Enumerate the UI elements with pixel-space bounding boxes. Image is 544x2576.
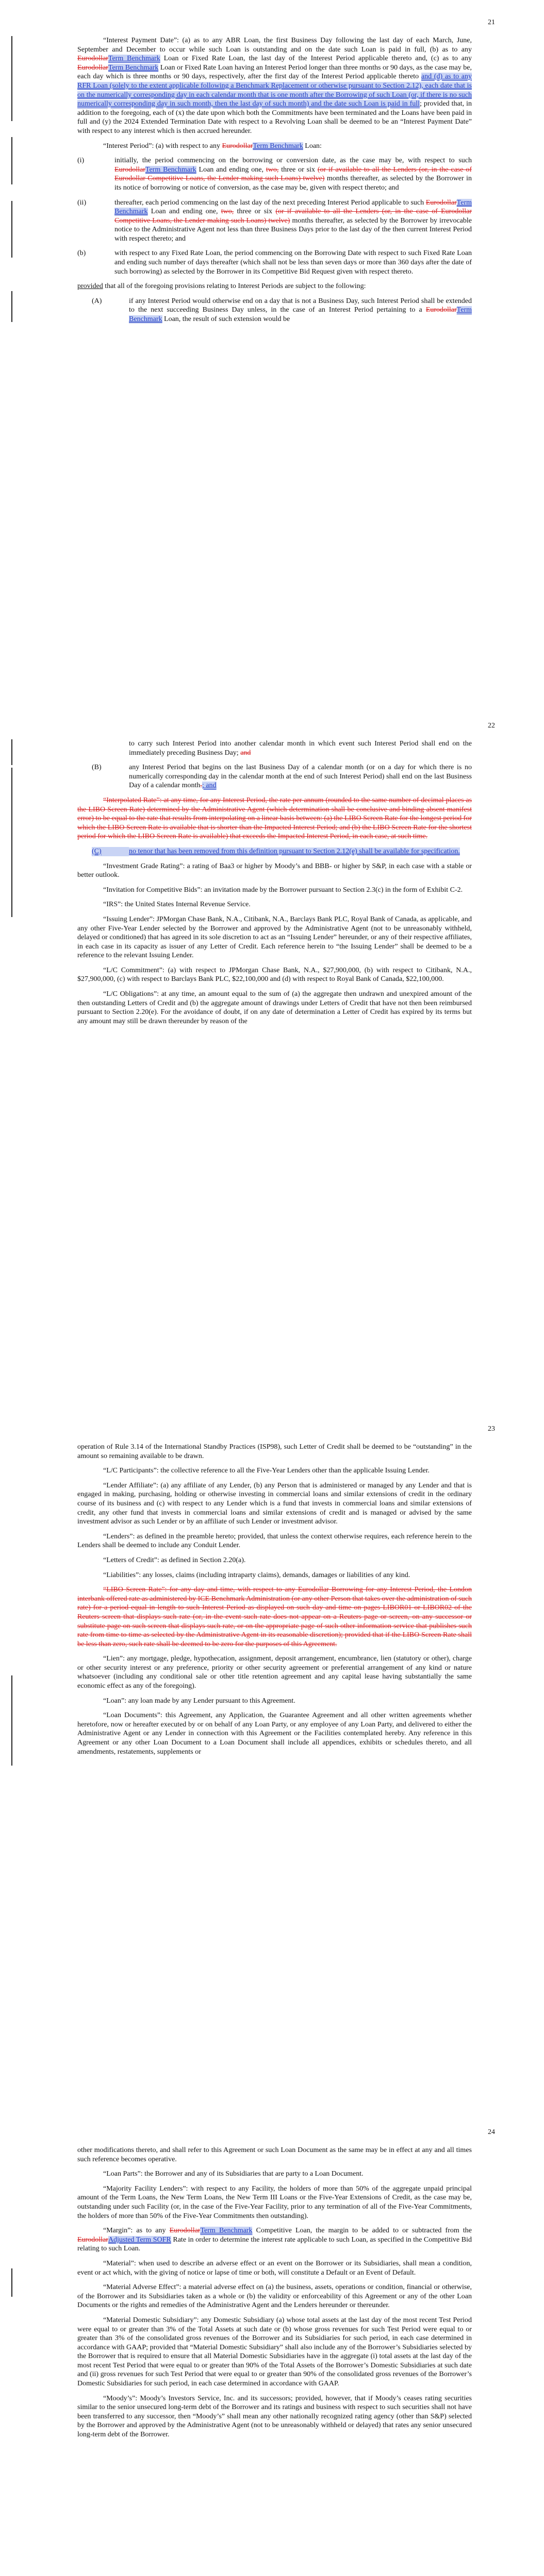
- page-content: [77, 739, 472, 1031]
- page-content: [77, 1443, 472, 1762]
- page-21: [0, 0, 544, 685]
- def-material-domestic-subsidiary: “Material Domestic Subsidiary”: any Domestic Subsidiary (a) whose total assets at the last day of the most recent Test Period were equal to or greater than 3% of the Total Assets at such date or (b) whose gross revenues for such Test Period were equal to or greater than 3% of the consolidated gross revenues of the Borrower and its Subsidiaries for such period, in each case determined in accordance with GAAP; provided that “Material Domestic Subsidiary” shall also include any of the Borrower’s Subsidiaries selected by the Borrower that is required to ensure that all Material Domestic Subsidiaries have in the aggregate (i) total assets at the last day of the most recent Test Period that were equal to or greater than 90% of the Total Assets of the Borrower’s Domestic Subsidiaries at such date and (ii) gross revenues for such Test Period that were equal to or greater than 90% of the consolidated gross revenues of the Borrower’s Domestic Subsidiaries for such period, in each case determined in accordance with GAAP.: [77, 2316, 472, 2388]
- def-issuing-lender: “Issuing Lender”: JPMorgan Chase Bank, N.A., Citibank, N.A., Barclays Bank PLC, Royal Bank of Canada, as applicable, and any other Five-Year Lender selected by the Borrower and approved by the Administrative Agent (not to be unreasonably withheld, delayed or conditioned) that has agreed in its sole discretion to act as an “Issuing Lender” hereunder, or any of their respective affiliates, in each case in its capacity as issuer of any Letter of Credit. Each reference herein to “the Issuing Lender” shall be deemed to be a reference to the relevant Issuing Lender.: [77, 915, 472, 960]
- def-material: “Material”: when used to describe an adverse effect or an event on the Borrower or its Subsidiaries, shall mean a condition, event or act which, with the giving of notice or lapse of time or both, will constitute a Default or an Event of Default.: [77, 2259, 472, 2277]
- def-loan-parties: “Loan Parts”: the Borrower and any of its Subsidiaries that are party to a Loan Document.: [103, 2170, 364, 2178]
- change-bar: [11, 291, 12, 322]
- def-lien: “Lien”: any mortgage, pledge, hypothecation, assignment, deposit arrangement, encumbrance, lien (statutory or other), charge or other security interest or any preference, priority or other security agreement or preferential arrangement of any kind or nature whatsoever (including any conditional sale or other title retention agreement and any capital lease having substantially the same economic effect as any of the foregoing).: [77, 1655, 472, 1690]
- def-margin: “Margin”: as to any EurodollarTerm Benchmark Competitive Loan, the margin to be added to or subtracted from the EurodollarAdjusted Term SOFR Rate in order to determine the interest rate applicable to such Loan, as specified in the Competitive Bid relating to such Loan.: [77, 2227, 472, 2253]
- clause-B: (B) any Interest Period that begins on the last Business Day of a calendar month (or on a day for which there is no numerically corresponding day in the calendar month at the end of such Interest Period) shall end on the last Business Day of a calendar month.; and: [92, 764, 472, 790]
- change-bar: [11, 1675, 12, 1766]
- page-number: 24: [488, 2128, 495, 2136]
- change-bar: [11, 36, 12, 121]
- change-bar: [11, 739, 12, 765]
- loan-documents-continued: other modifications thereto, and shall refer to this Agreement or such Loan Document as the same may be in effect at any and all times such reference becomes operative.: [77, 2146, 472, 2163]
- clause-A: (A) if any Interest Period would otherwise end on a day that is not a Business Day, such Interest Period shall be extended to the next succeeding Business Day unless, in the case of an Interest Period pertaining to a EurodollarTerm Benchmark Loan, the result of such extension would be: [92, 297, 472, 324]
- proviso: provided that all of the foregoing provisions relating to Interest Periods are subject to the following:: [77, 282, 366, 291]
- def-libo-screen-rate-deleted: “LIBO Screen Rate”: for any day and time, with respect to any Eurodollar Borrowing for any Interest Period, the London interbank offered rate as administered by ICE Benchmark Administration (or any other Person that takes over the administration of such rate) for a period equal in length to such Interest Period as displayed on such day and time on pages LIBOR01 or LIBOR02 of the Reuters screen that displays such rate (or, in the event such rate does not appear on a Reuters page or screen, on any successor or substitute page on such screen that displays such rate, or on the appropriate page of such other information service that publishes such rate from time to time as selected by the Administrative Agent in its reasonable discretion); provided that if the LIBO Screen Rate shall be less than zero, such rate shall be deemed to be zero for the purposes of this Agreement.: [77, 1586, 472, 1648]
- clause-ii: (ii) thereafter, each period commencing on the last day of the next preceding Interest Period applicable to such EurodollarTerm Benchmark Loan and ending one, two, three or six (or if available to all the Lenders (or, in the case of Eurodollar Competitive Loans, the Lender making such Loans) twelve) months thereafter, as selected by the Borrower by irrevocable notice to the Administrative Agent not less than three Business Days prior to the last day of the then current Interest Period with respect thereto; and: [77, 198, 472, 243]
- clause-b: (b) with respect to any Fixed Rate Loan, the period commencing on the Borrowing Date with respect to such Fixed Rate Loan and ending such number of days thereafter (which shall not be less than seven days or more than 360 days after the date of such borrowing) as selected by the Borrower in its Competitive Bid Request given with respect thereto.: [77, 249, 472, 276]
- def-material-adverse-effect: “Material Adverse Effect”: a material adverse effect on (a) the business, assets, operations or condition, financial or otherwise, of the Borrower and its Subsidiaries taken as a whole or (b) the validity or enforceability of this Agreement or any of the other Loan Documents or the rights and remedies of the Administrative Agent and the Lenders hereunder or thereunder.: [77, 2283, 472, 2310]
- page-23: [0, 1406, 544, 2092]
- def-lender-affiliate: “Lender Affiliate”: (a) any affiliate of any Lender, (b) any Person that is administered or managed by any Lender and that is engaged in making, purchasing, holding or otherwise investing in commercial loans and similar extensions of credit in the ordinary course of its business and (c) with respect to any Lender which is a fund that invests in commercial loans and similar extensions of credit, any other fund that invests in commercial loans and similar extensions of credit and is managed or advised by the same investment advisor as such Lender or by an affiliate of such Lender or investment advisor.: [77, 1481, 472, 1526]
- def-invitation-competitive-bids: “Invitation for Competitive Bids”: an invitation made by the Borrower pursuant to Section 2.3(c) in the form of Exhibit C-2.: [103, 886, 463, 894]
- def-liabilities: “Liabilities”: any losses, claims (including intraparty claims), demands, damages or liabilities of any kind.: [103, 1571, 410, 1579]
- def-lc-commitment: “L/C Commitment”: (a) with respect to JPMorgan Chase Bank, N.A., $27,900,000, (b) with respect to Citibank, N.A., $27,900,000, (c) with respect to Barclays Bank PLC, $22,100,000 and (d) with respect to Royal Bank of Canada, $22,100,000.: [77, 966, 472, 984]
- lc-obligations-continued: operation of Rule 3.14 of the International Standby Practices (ISP98), such Letter of Credit shall be deemed to be “outstanding” in the amount so remaining available to be drawn.: [77, 1443, 472, 1460]
- def-investment-grade-rating: “Investment Grade Rating”: a rating of Baa3 or higher by Moody’s and BBB- or higher by S&P, in each case with a stable or better outlook.: [77, 862, 472, 879]
- def-loan-documents: “Loan Documents”: this Agreement, any Application, the Guarantee Agreement and all other written agreements whether heretofore, now or hereafter executed by or on behalf of any Loan Party, or any employee of any Loan Party, and delivered to either the Administrative Agent or any Lender in connection with this Agreement or the Facilities contemplated hereby. Any reference in this Agreement or any other Loan Document to a Loan Document shall include all appendices, exhibits or schedules thereto, and all amendments, restatements, supplements or: [77, 1711, 472, 1756]
- def-interest-payment-date: “Interest Payment Date”: (a) as to any ABR Loan, the first Business Day following the last day of each March, June, September and December to occur while such Loan is outstanding and on the date such Loan is paid in full, (b) as to any EurodollarTerm Benchmark Loan or Fixed Rate Loan, the last day of the Interest Period applicable thereto and, (c) as to any EurodollarTerm Benchmark Loan or Fixed Rate Loan having an Interest Period longer than three months or 90 days, as the case may be, each day which is three months or 90 days, respectively, after the first day of the Interest Period applicable thereto and (d) as to any RFR Loan (solely to the extent applicable following a Benchmark Replacement or otherwise pursuant to Section 2.12), each date that is on the numerically corresponding day in each calendar month that is one month after the Borrowing of such Loan (or, if there is no such numerically corresponding day in such month, then the last day of such month) and the date such Loan is paid in full; provided that, in addition to the foregoing, each of (x) the date upon which both the Commitments have been terminated and the Loans have been paid in full and (y) the 2024 Extended Termination Date with respect to a Revolving Loan shall be deemed to be an “Interest Payment Date” with respect to any interest which is then accrued hereunder.: [77, 37, 472, 135]
- def-majority-facility-lenders: “Majority Facility Lenders”: with respect to any Facility, the holders of more than 50% of the aggregate unpaid principal amount of the Term Loans, the New Term Loans, the New Term III Loans or the Five-Year Extensions of Credit, as the case may be, outstanding under such Facility (or, in the case of the Five-Year Facility, prior to any termination of all of the Five-Year Commitments, the holders of more than 50% of the Five-Year Commitments then outstanding).: [77, 2184, 472, 2220]
- def-irs: “IRS”: the United States Internal Revenue Service.: [103, 901, 251, 909]
- clause-A-continued: to carry such Interest Period into another calendar month in which event such Interest Period shall end on the immediately preceding Business Day; and: [129, 740, 472, 757]
- def-lenders: “Lenders”: as defined in the preamble hereto; provided, that unless the context otherwise requires, each reference herein to the Lenders shall be deemed to include any Conduit Lender.: [77, 1532, 472, 1550]
- clause-C: (C) no tenor that has been removed from this definition pursuant to Section 2.12(e) shall be available for specification.: [92, 847, 460, 855]
- page-content: [77, 36, 472, 330]
- page-content: [77, 2146, 472, 2445]
- def-letters-of-credit: “Letters of Credit”: as defined in Section 2.20(a).: [103, 1556, 246, 1564]
- def-interpolated-rate-deleted: “Interpolated Rate”: at any time, for any Interest Period, the rate per annum (rounded to the same number of decimal places as the LIBO Screen Rate) determined by the Administrative Agent (which determination shall be conclusive and binding absent manifest error) to be equal to the rate that results from interpolating on a linear basis between: (a) the LIBO Screen Rate for the longest period for which the LIBO Screen Rate is available that is shorter than the Impacted Interest Period; and (b) the LIBO Screen Rate for the shortest period for which the LIBO Screen Rate is available) that exceeds the Impacted Interest Period, in each case, at such time.: [77, 796, 472, 841]
- change-bar: [11, 2268, 12, 2297]
- page-22: [0, 703, 544, 1388]
- page-number: 22: [488, 722, 495, 730]
- clause-i: (i) initially, the period commencing on the borrowing or conversion date, as the case may be, with respect to such EurodollarTerm Benchmark Loan and ending one, two, three or six (or if available to all the Lenders (or, in the case of Eurodollar Competitive Loans, the Lender making such Loans) twelve) months thereafter, as selected by the Borrower in its notice of borrowing or notice of conversion, as the case may be, given with respect thereto; and: [77, 157, 472, 192]
- change-bar: [11, 201, 12, 258]
- page-number: 21: [488, 19, 495, 26]
- def-loan: “Loan”: any loan made by any Lender pursuant to this Agreement.: [103, 1697, 295, 1705]
- def-interest-period: “Interest Period”: (a) with respect to any EurodollarTerm Benchmark Loan:: [103, 142, 322, 150]
- def-lc-participants: “L/C Participants”: the collective reference to all the Five-Year Lenders other than the applicable Issuing Lender.: [103, 1467, 430, 1475]
- def-lc-obligations: “L/C Obligations”: at any time, an amount equal to the sum of (a) the aggregate then undrawn and unexpired amount of the then outstanding Letters of Credit and (b) the aggregate amount of drawings under Letters of Credit that have not then been reimbursed pursuant to Section 2.20(e). For the avoidance of doubt, if on any date of determination a Letter of Credit has expired by its terms but any amount may still be drawn thereunder by reason of the: [77, 990, 472, 1025]
- change-bar: [11, 137, 12, 184]
- page-number: 23: [488, 1425, 495, 1433]
- page-24: [0, 2110, 544, 2576]
- change-bar: [11, 768, 12, 917]
- def-moodys: “Moody’s”: Moody’s Investors Service, Inc. and its successors; provided, however, that if Moody’s ceases rating securities similar to the senior unsecured long-term debt of the Borrower and its ratings and business with respect to such securities shall not have been transferred to any successor, then “Moody’s” shall mean any other nationally recognized rating agency (other than S&P) selected by the Borrower and approved by the Administrative Agent (not to be unreasonably withheld or delayed) that rates any senior unsecured long-term debt of the Borrower.: [77, 2394, 472, 2439]
